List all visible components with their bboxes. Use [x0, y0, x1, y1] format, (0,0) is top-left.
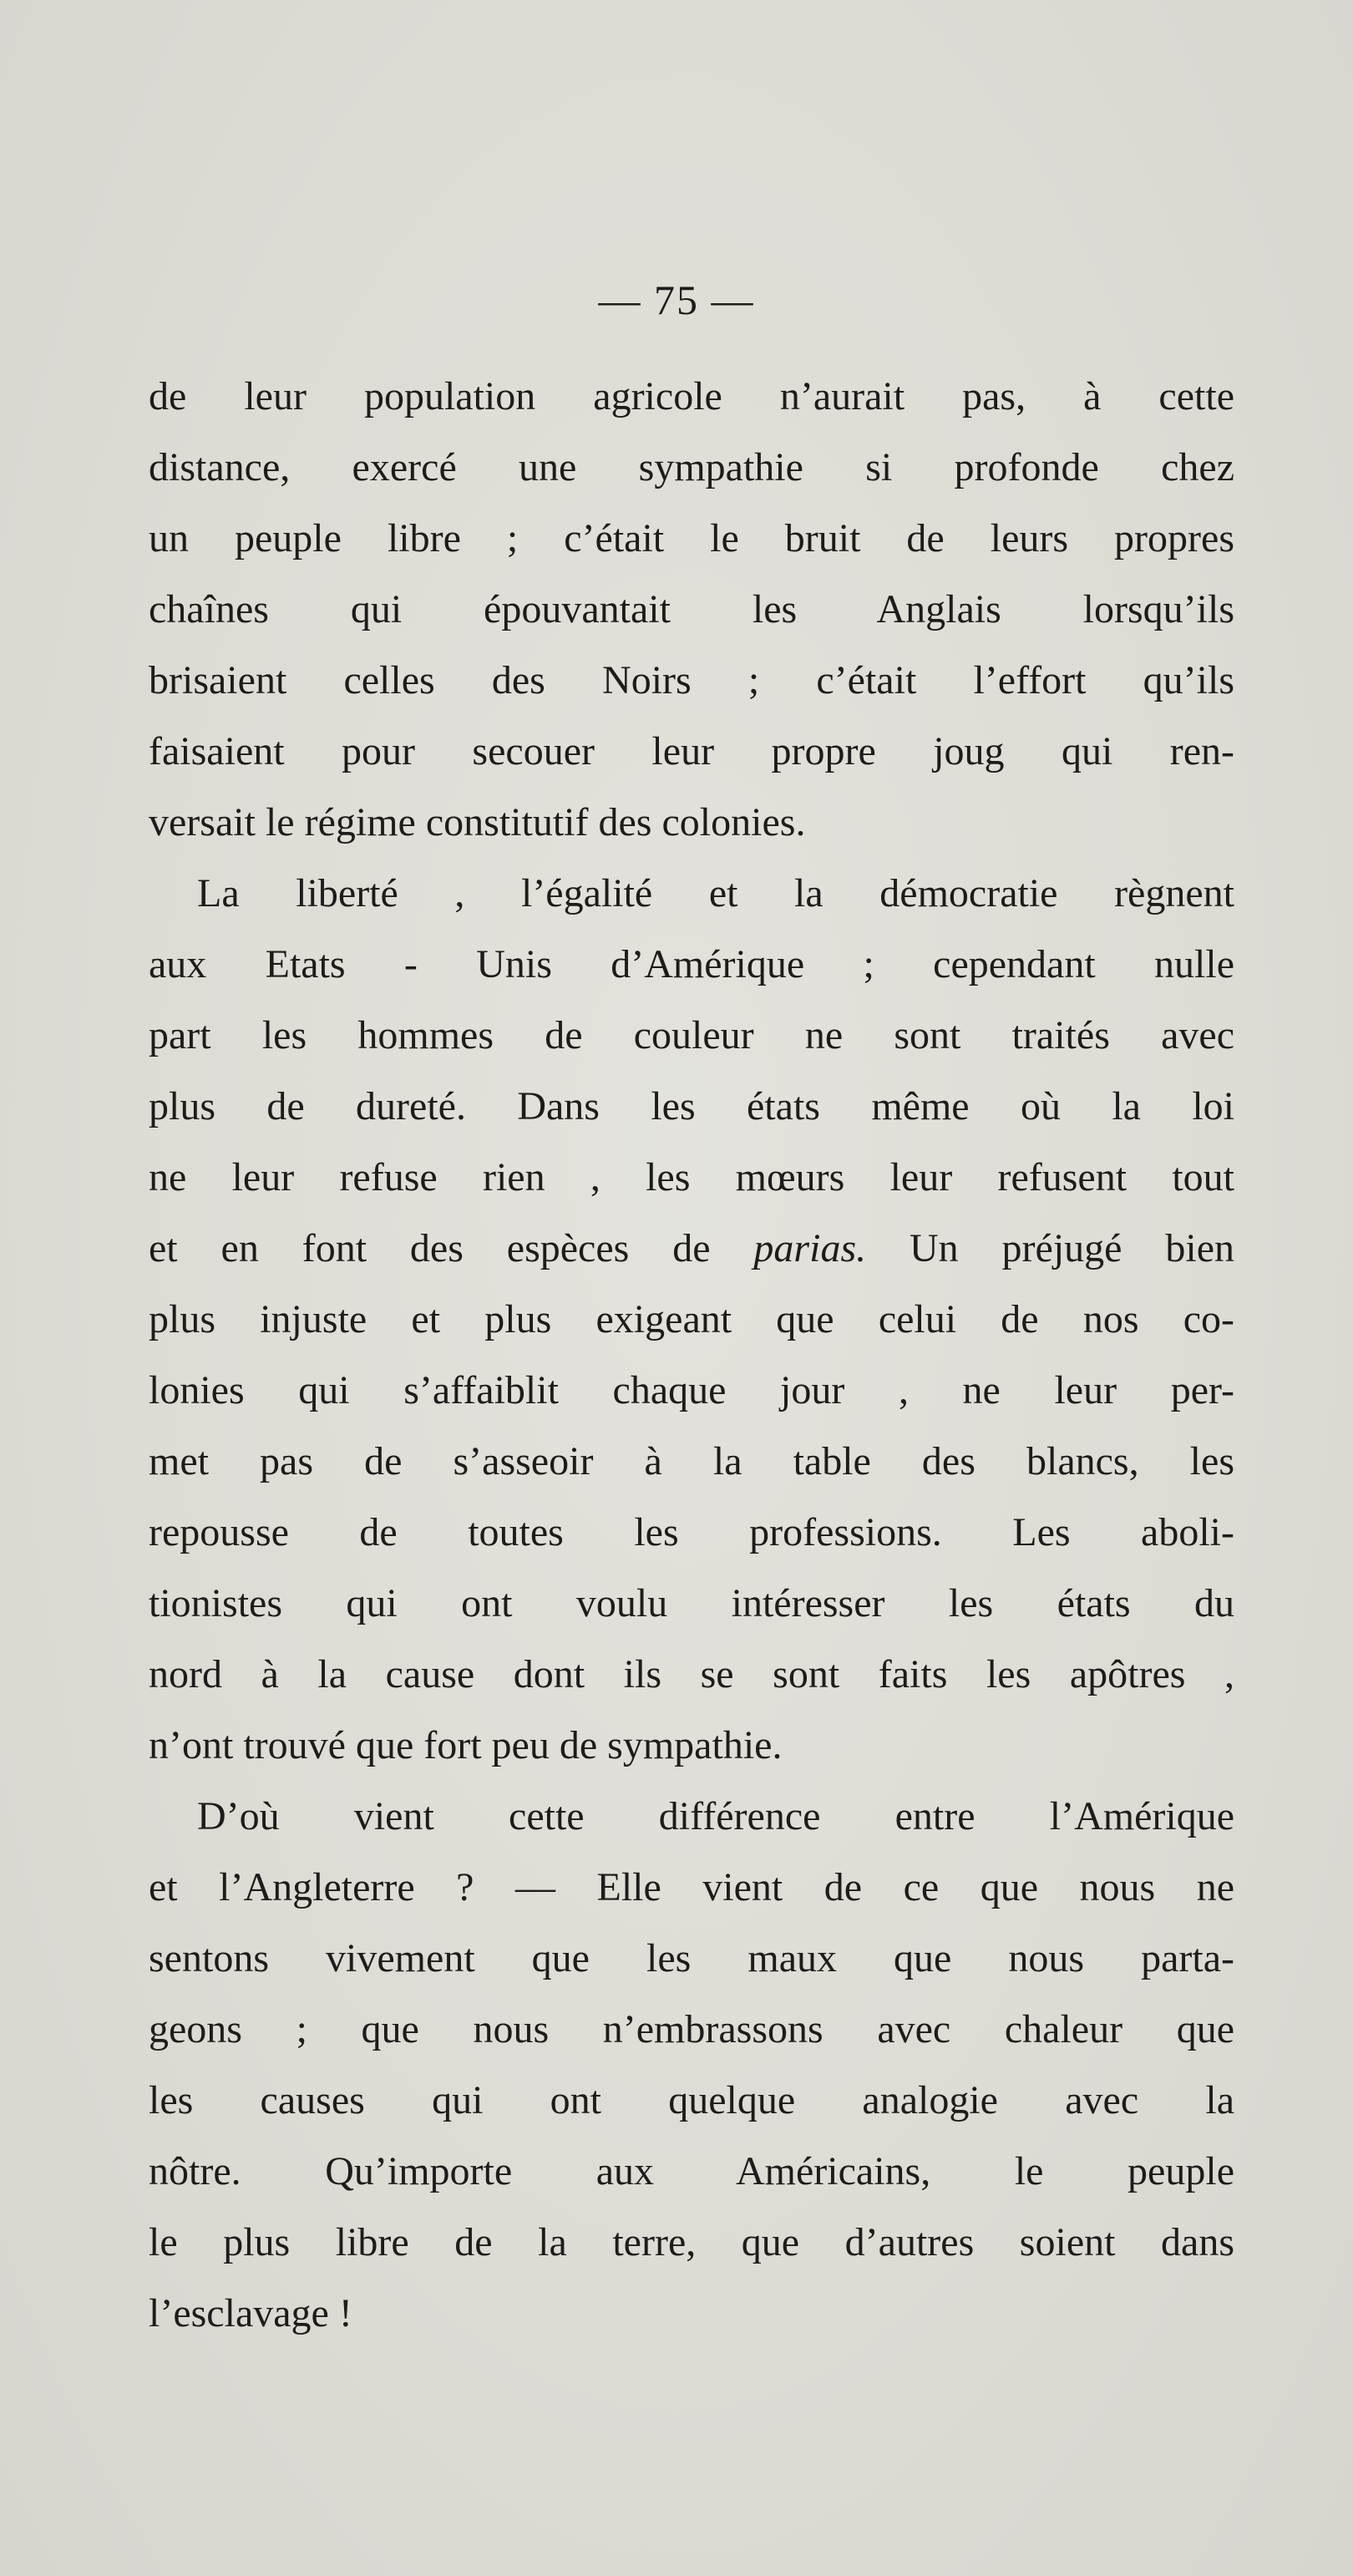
text-line: plus de dureté. Dans les états même où la loi	[149, 1084, 1234, 1128]
text-line: un peuple libre ; c’était le bruit de leurs propres	[149, 516, 1234, 560]
paragraph-start-line: D’où vient cette différence entre l’Amérique	[197, 1794, 1234, 1838]
text-line: n’ont trouvé que fort peu de sympathie.	[149, 1723, 783, 1767]
text-line: chaînes qui épouvantait les Anglais lorsqu’ils	[149, 587, 1234, 631]
text-line: met pas de s’asseoir à la table des blancs, les	[149, 1439, 1234, 1483]
text-line: sentons vivement que les maux que nous parta-	[149, 1936, 1234, 1980]
text-line: versait le régime constitutif des colonies.	[149, 800, 806, 844]
text-segment: et en font des espèces de	[149, 1226, 754, 1270]
text-line: les causes qui ont quelque analogie avec la	[149, 2078, 1234, 2122]
text-line: part les hommes de couleur ne sont traités avec	[149, 1013, 1234, 1057]
page-number: — 75 —	[598, 276, 755, 323]
text-line: brisaient celles des Noirs ; c’était l’effort qu’ils	[149, 658, 1234, 702]
text-line: distance, exercé une sympathie si profonde chez	[149, 445, 1234, 489]
text-line: l’esclavage !	[149, 2291, 352, 2335]
text-line: aux Etats - Unis d’Amérique ; cependant nulle	[149, 942, 1234, 986]
text-line: le plus libre de la terre, que d’autres soient dans	[149, 2220, 1234, 2264]
italic-word: parias.	[753, 1226, 867, 1270]
paragraph-start-line: La liberté , l’égalité et la démocratie règnent	[197, 871, 1234, 915]
text-line: de leur population agricole n’aurait pas, à cette	[149, 374, 1234, 418]
text-line: faisaient pour secouer leur propre joug qui ren-	[149, 729, 1234, 773]
text-line: tionistes qui ont voulu intéresser les états du	[149, 1581, 1234, 1625]
text-line: lonies qui s’affaiblit chaque jour , ne leur per-	[149, 1368, 1234, 1412]
text-line: geons ; que nous n’embrassons avec chaleur que	[149, 2007, 1234, 2051]
text-segment: Un préjugé bien	[866, 1226, 1235, 1270]
text-line-with-italic	[149, 1213, 1234, 1284]
text-line: et l’Angleterre ? — Elle vient de ce que nous ne	[149, 1865, 1234, 1909]
text-line: ne leur refuse rien , les mœurs leur refusent tout	[149, 1155, 1234, 1199]
text-line: repousse de toutes les professions. Les aboli-	[149, 1510, 1234, 1554]
text-line: nôtre. Qu’importe aux Américains, le peuple	[149, 2149, 1234, 2193]
text-line: nord à la cause dont ils se sont faits les apôtres ,	[149, 1652, 1234, 1696]
body-text	[149, 361, 1234, 2349]
text-line: plus injuste et plus exigeant que celui de nos co-	[149, 1297, 1234, 1341]
